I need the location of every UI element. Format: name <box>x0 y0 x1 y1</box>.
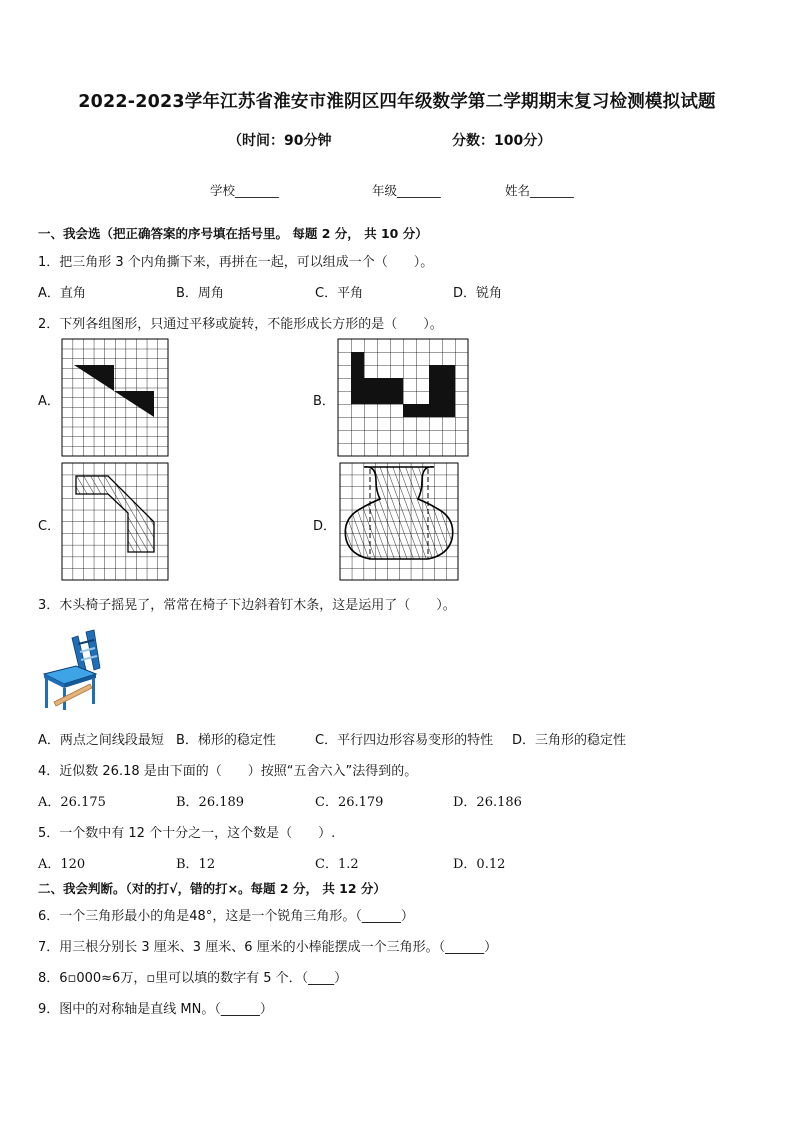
q4-option-b: B．26.189 <box>176 795 245 810</box>
q5-option-c: C．1.2 <box>315 857 359 872</box>
section-2-heading: 二、我会判断。（对的打√，错的打×。每题 2 分， 共 12 分） <box>38 881 386 896</box>
grade-field: 年级_______ <box>372 183 441 198</box>
chair-illustration <box>40 630 110 712</box>
question-6: 6．一个三角形最小的角是48°，这是一个锐角三角形。（______） <box>38 909 414 924</box>
q5-option-b: B．12 <box>176 857 216 872</box>
figure-d-grid <box>340 463 458 580</box>
figure-a-grid <box>62 339 168 456</box>
school-field: 学校_______ <box>210 183 279 198</box>
q3-option-d: D．三角形的稳定性 <box>512 733 627 748</box>
q3-option-a: A．两点之间线段最短 <box>38 733 164 748</box>
question-3-stem: 3．木头椅子摇晃了，常常在椅子下边斜着钉木条，这是运用了（ ）。 <box>38 598 456 613</box>
q2-label-d: D． <box>313 519 337 534</box>
q5-option-d: D．0.12 <box>453 857 506 872</box>
question-1-stem: 1．把三角形 3 个内角撕下来，再拼在一起，可以组成一个（ ）。 <box>38 255 434 270</box>
q3-option-b: B．梯形的稳定性 <box>176 733 276 748</box>
section-1-heading: 一、我会选（把正确答案的序号填在括号里。 每题 2 分， 共 10 分） <box>38 226 428 241</box>
q4-option-c: C．26.179 <box>315 795 384 810</box>
name-field: 姓名_______ <box>505 183 574 198</box>
q1-option-d: D．锐角 <box>453 286 503 301</box>
q2-label-a: A． <box>38 394 60 409</box>
question-5-stem: 5．一个数中有 12 个十分之一，这个数是（ ）. <box>38 826 336 841</box>
q1-option-c: C．平角 <box>315 286 364 301</box>
q2-label-b: B． <box>313 394 335 409</box>
q4-option-a: A．26.175 <box>38 795 106 810</box>
exam-score: 分数：100分） <box>452 133 552 149</box>
q1-option-b: B．周角 <box>176 286 224 301</box>
chair-wood-strip <box>54 684 92 706</box>
figure-b-grid <box>338 339 468 456</box>
question-7: 7．用三根分别长 3 厘米、3 厘米、6 厘米的小棒能摆成一个三角形。（______） <box>38 940 498 955</box>
question-9: 9．图中的对称轴是直线 MN。（______） <box>38 1002 273 1017</box>
question-2-stem: 2．下列各组图形，只通过平移或旋转，不能形成长方形的是（ ）。 <box>38 317 443 332</box>
exam-time: （时间：90分钟 <box>228 133 332 149</box>
q5-option-a: A．120 <box>38 857 86 872</box>
q2-label-c: C． <box>38 519 61 534</box>
question-4-stem: 4．近似数 26.18 是由下面的（ ）按照“五舍六入”法得到的。 <box>38 764 418 779</box>
q4-option-d: D．26.186 <box>453 795 522 810</box>
page-title: 2022-2023学年江苏省淮安市淮阴区四年级数学第二学期期末复习检测模拟试题 <box>78 92 716 112</box>
figure-c-grid <box>62 463 168 580</box>
q1-option-a: A．直角 <box>38 286 86 301</box>
question-8: 8．6▫000≈6万，▫里可以填的数字有 5 个．（____） <box>38 971 348 986</box>
q3-option-c: C．平行四边形容易变形的特性 <box>315 733 494 748</box>
